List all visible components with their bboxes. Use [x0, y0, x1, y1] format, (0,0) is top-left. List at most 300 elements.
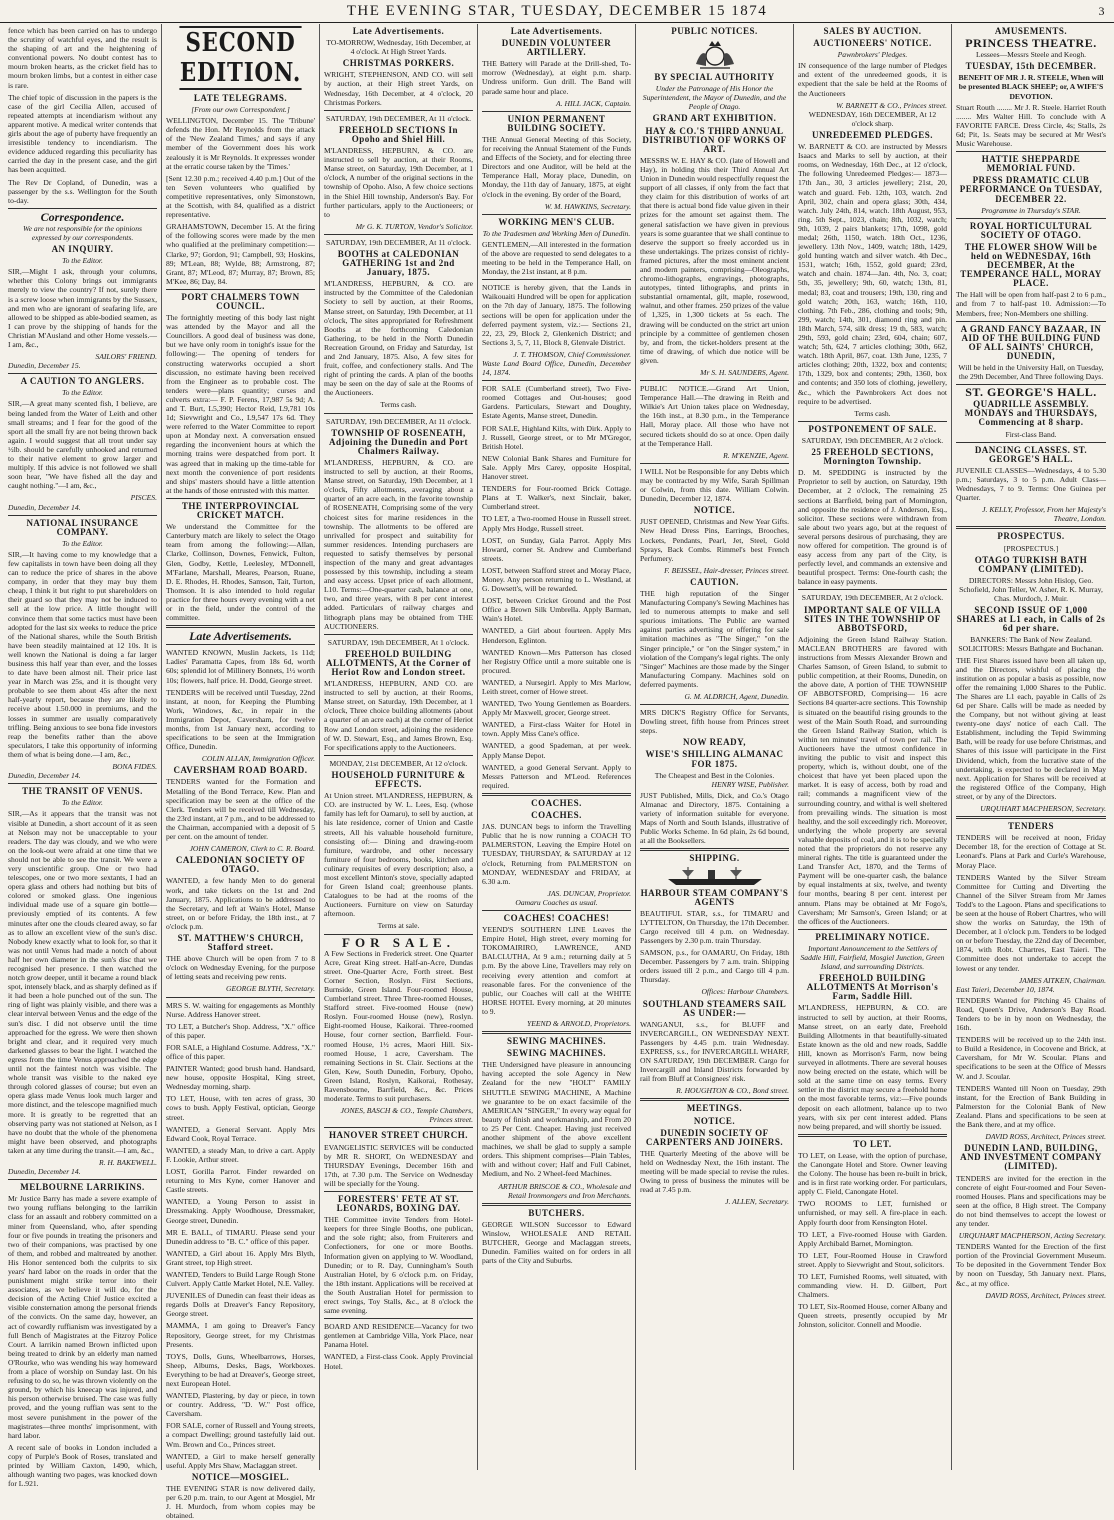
divider [640, 463, 789, 464]
ad-heading: SOUTHLAND STEAMERS SAIL AS UNDER:— [642, 998, 787, 1018]
advertisement: LOST, on Sunday, Gala Parrot. Apply Mrs Howard, corner St. Andrew and Cumberland streets. [482, 535, 631, 563]
advertisement: WANTED, a Young Person to assist in Dressmaking. Apply Woodhouse, Dressmaker, George street, Dunedin. [166, 1197, 315, 1225]
ad-heading: CAVERSHAM ROAD BOARD. [173, 765, 308, 776]
ad-heading: POSTPONEMENT OF SALE. [808, 423, 937, 434]
ad-heading: COACHES. [531, 810, 582, 821]
section-heading: AMUSEMENTS. [994, 26, 1068, 36]
divider [324, 413, 473, 414]
section-heading: PUBLIC NOTICES. [671, 26, 758, 36]
advertisement: NEW Colonial Bank Shares and Furniture for Sale. Apply Mrs Carey, opposite Hospital, Hanover street. [482, 453, 631, 482]
ad-heading: NOW READY, [682, 737, 746, 748]
advertisement: THE above Church will be open from 7 to 8 o'clock on Wednesday Evening, for the purpose of letting seats and receiving pew rents. [166, 954, 315, 982]
advertisement: THE high reputation of the Singer Manufacturing Company's Sewing Machines has led to numerous attempts to make and sell spurious imitations. The Public are warned against parties advertising or offering for sale imitation machines as "The Singer," "on the Singer principle," or "on the Singer system," in violation of the Company's legal rights. The only "Singer" Machines are those made by the Singer Manufacturing Company. Machines sold on deferred payments. [640, 588, 789, 689]
advertisement: TENDERS Wanted for Pitching 45 Chains of Road, Queen's Drive, Anderson's Bay Road. Tenders to be in by noon on Wednesday, the 16th. [956, 995, 1106, 1033]
letter-signature: PISCES. [130, 493, 157, 503]
divider [166, 625, 315, 628]
letter-title: THE TRANSIT OF VENUS. [22, 786, 143, 797]
advertisement: WANTED, a General Servant. Apply Mrs Edward Cook, Royal Terrace. [166, 1124, 315, 1143]
article-text: The fortnightly meeting of this body last night was attended by the Mayor and all the Councillors. A good deal of business was done, but we have only room in tonight's issue for the following:— The opening of tenders for constructing waterworks occupied a short discussion, no estimate having been received from the Engineer as to probable cost. The tenders were—plans quantity; curses and culverts extra:— F. P. Ferens, 17,987 5s 9d; A. and T. Burt, L5,390; Hector Reid, L9,781 10s 1d; Sievwright and Co., L9,547 17s 6d. They were referred to the Water Committee to report upon at Monday next. A conversation ensued regarding the inconvenient hours at which the morning trains were despatched from port. It was agreed that in making up the time-table for next month the convenience of port residents and ships' masters should have a little attention at the hands of those entrusted with this matter. [166, 313, 315, 495]
divider [482, 279, 631, 280]
article-text: A recent sale of books in London included a copy of Purple's Book of Roses, translated and printed by William Caxton, 1490, which, although wanting two pages, was knocked down for L.921. [8, 1442, 157, 1489]
advertisement: TO LET, a Two-roomed House in Russell street. Apply Mrs Hodge, Russell street. [482, 514, 631, 533]
advertisement: MRS S. W. waiting for engagements as Monthly Nurse. Address Hanover street. [166, 1000, 315, 1019]
advertisement: FOR SALE (Cumberland street), Two Five-roomed Cottages and Out-houses; good Gardens. Particulars, Stewart and Doughty, Estate Agents, Manse street, Dunedin. [482, 384, 631, 421]
advertisement: The Hall will be open from half-past 2 to 6 p.m., and from 7 to half-past 10. Admission:—To Members, free; Non-Members one shilling. [956, 290, 1106, 318]
section-heading: Late Advertisements. [189, 629, 292, 644]
article-text: Mr Justice Barry has made a severe example of two young ruffians belonging to the larrikin class for an assault and robbery committed on a miner from Queensland, who, after spending four or five pounds in treating the prisoners and two of their companions, was practised by one of them, and robbed and maltreated by another. His Honor sentenced both the culprits to six years' hard labor on the roads in order that the punishment might strike terror into their associates, as we believe it will do, for the decision of the Acting Chief Justice excited a visible consternation among the personal friends of the convicts. On the same day, however, an act of cowardly ruffianism was investigated by a full Bench of Magistrates at the Fitzroy Police Court. A larrikin named Brown inflicted upon being treated to drink by an elderly man named O'Rourke, who was wending his way homeward from a place of worship on Sunday last. On his refusing to do so, he was thrown violently on the ground, by which his kneecap was injured, and his person otherwise bruised. The case was fully proved, and the young ruffian was sent to the most severe punishment in the power of the magistrates—three months' imprisonment, with hard labor. [8, 1194, 157, 1440]
advertisement: TENDERS will be received at noon, Friday December 18, for the erection of Cottage at St. Leonard's. Plans at Park and Curle's Warehouse, Moray Place. [956, 833, 1106, 870]
page-number: 3 [1098, 4, 1106, 18]
ad-heading: TUESDAY, 15th DECEMBER. [965, 61, 1097, 72]
advertisement: TO LET, a Butcher's Shop. Address, "X." office of this paper. [166, 1021, 315, 1040]
edition-title: SECOND EDITION. [179, 28, 302, 88]
ad-heading: AUCTIONEERS' NOTICE. [813, 38, 932, 49]
ad-subheading: Pawnbrokers' Pledges. [837, 50, 908, 60]
advertisement: TENDERS Wanted by the Silver Stream Committee for Cutting and Diverting the Channel of the Silver Stream from Mr James Todd's to the Lagoon. Plans and specifications to be seen at the house of Robert Chartres, who will show the works on Saturday, the 19th of December, at 1 o'clock p.m. Tenders to be lodged on or before Tuesday, the 22nd day of December, 1874, with Robt. Chartres, East Taieri. The Committee does not undertake to accept the lowest or any tender. [956, 872, 1106, 973]
divider [166, 644, 315, 645]
section-heading: Late Advertisements. [352, 26, 445, 36]
sale-date: SATURDAY, 19th DECEMBER, At 11 o'clock. [326, 237, 471, 247]
advertisement: TENDERS will be received up to the 24th inst. to Build a Residence, in Cocovene and Brick, at Caversham, for Mr W. Scoular. Plans and specifications to be seen at the Office of Messrs W. and J. Scoular. [956, 1035, 1106, 1081]
ad-signature: HENRY WISE, Publisher. [711, 779, 789, 789]
ad-heading: SEWING MACHINES. [506, 1048, 606, 1059]
letter-date: Dunedin, December 14. [8, 1167, 81, 1177]
section-heading: PROSPECTUS. [997, 531, 1065, 542]
advertisement: SAMSON, p.s., for OAMARU, On Friday, 18th December. Passengers by 7 a.m. train. Shipping orders issued till 2 p.m., and Cargo till 4 p.m. Thursday. [640, 948, 789, 985]
letter-date: Dunedin, December 15. [8, 361, 81, 371]
ad-note: First-class Band. [1005, 429, 1057, 439]
advertisement: M'LANDRESS, HEPBURN, & CO. are instructed by the Committee of the Caledonian Society to sell by auction, at their Rooms, Manse street, on Saturday, 19th December, at 11 o'clock, The sites appropriated for Refreshment Booths at the forthcoming Caledonian Gathering, to be held in the North Dunedin Recreation Ground, on Friday and Saturday, 1st and 2nd January, 1875. Also, A few sites for fruit, coffee, and confectionery stalls. And The right of printing the cards. A plan of the booths may be seen on the day of sale at the Rooms of the Auctioneers. [324, 279, 473, 398]
ad-heading: FOR SALE. [342, 934, 455, 950]
advertisement: FOR SALE, a Highland Costume. Address, "X." office of this paper. [166, 1042, 315, 1061]
advertisement: WANTED, a few handy Men to do general work, and take tickets on the 1st and 2nd January, 1875. Applications to be addressed to the Secretary, and left at Wain's Hotel, Manse street, on or before Friday, the 18th inst., at 7 o'clock p.m. [166, 876, 315, 931]
ad-heading: HAY & CO.'S THIRD ANNUAL DISTRIBUTION OF WORKS OF ART. [642, 125, 787, 154]
section-heading: MEETINGS. [686, 1103, 743, 1114]
telegram: GRAHAMSTOWN, December 15. At the firing of the following scores were made by the men who qualified at the preliminary competition:—Clarke, 97; Gordon, 91; Campbell, 93; Hoskins, 89; M'Lean, 88; Wylde, 88; Armstrong, 87; Grant, 87; M'Leod, 87; Murray, 87; Brown, 85; M'Kee, 86; Day, 84. [166, 222, 315, 286]
advertisement: IN consequence of the large number of Pledges and extent of the unredeemed goods, it is expedient that the sale be held at the Rooms of the Auctioneers [798, 61, 947, 98]
ad-heading: OTAGO TURKISH BATH COMPANY (LIMITED). [974, 554, 1088, 574]
ad-heading: FREEHOLD BUILDING ALLOTMENTS At Morrison's Farm, Saddle Hill. [806, 973, 939, 1002]
divider [166, 997, 315, 998]
advertisement: M'LANDRESS, HEPBURN, & CO. are instructed to sell by auction, at their Rooms, Manse street, on Saturday, 19th December, at 1 o'clock, A number of the original sections in the township of Opoho. Also, A few choice sections in the Shiel Hill township, Anderson's Bay. For further particulars, apply to the Auctioneers; or to [324, 146, 473, 219]
divider [956, 321, 1106, 322]
article-text: fence which has been carried on has to undergo the scrutiny of watchful eyes, and the result is the shaping of art and the heightening of conventional powers. No doubt contest has to mourn broken hearts, as the cricket field has to mourn broken limbs, but a contest in either case is rare. [8, 26, 157, 90]
ad-signature: A. HILL JACK, Captain. [556, 98, 631, 108]
advertisement: THE Quarterly Meeting of the above will be held on Wednesday Next, the 16th instant. The meeting will be made special to revise the rules. Owing to press of business the minutes will be read at 7.45 p.m. [640, 1148, 789, 1195]
article-text: The Rev Dr Copland, of Dunedin, was a passenger by the s.s. Wellington for the South to-day. [8, 177, 157, 205]
ad-heading: BOOTHS at CALEDONIAN GATHERING 1st and 2nd January, 1875. [337, 248, 460, 278]
advertisement: WANTED, a First-class Cook. Apply Provincial Hotel. [324, 1352, 473, 1371]
telegram: [Sent 12.30 p.m.; received 4.40 p.m.] Out of the ten Seven volunteers who qualified by competitive representatives, only Simonstown, at the Scottish, with 84, qualified as a district representative. [166, 173, 315, 220]
ad-heading: FREEHOLD SECTIONS In Opoho and Shiel Hill. [338, 124, 459, 144]
ad-heading: IMPORTANT SALE OF VILLA SITES IN THE TOWNSHIP OF ABBOTSFORD, [803, 604, 942, 633]
advertisement: TENDERS are invited for the erection in the concrete of eight Four-roomed and Four Seven-roomed Houses. Plans and specifications may be seen at the office, 8 High street. The Company do not bind themselves to accept the lowest or any tender. [956, 1173, 1106, 1228]
section-heading: SEWING MACHINES. [506, 1036, 606, 1047]
letter-date: Dunedin, December 14. [8, 502, 81, 512]
advertisement: THE Annual General Meeting of this Society, for receiving the Annual Statement of the Funds and Effects of the Society, and for electing three Directors and one Auditor, will be held at the Temperance Hall, Moray place, Dunedin, on Monday, the 11th day of January, 1875, at eight o'clock in the evening. By order of the Board, [482, 134, 631, 199]
column-6 [794, 24, 952, 1470]
terms: Terms cash. [380, 400, 417, 410]
advertisement: M'LANDRESS, HEPBURN, & CO. are instructed to sell by auction, at their Rooms, Manse street, on an early date, Freehold Building Allotments in that beautifully-situated Estate known as the old and new roads, Saddle Hill, known as Morrison's Farm, now being surveyed in allotments. There are several houses now being erected on the estate, which will be sold at the same time on easy terms. Every settler in the district may secure a freehold home on the most favorable terms, viz:—Five pounds deposit on each allotment, balance up to two years, with six per cent interest added. Plans now being prepared, and will shortly be issued. [798, 1003, 947, 1131]
ad-heading: CAUTION. [690, 576, 739, 587]
section-heading: SALES BY AUCTION. [823, 26, 922, 36]
advertisement: Adjoining the Green Island Railway Station. MACLEAN BROTHERS are favored with instructions from Messrs Alexander Brown and Charles Samson, of Green Island, to submit to public competition, at their Rooms, Dunedin, on the above date, A portion of THE TOWNSHIP OF ABBOTSFORD, Comprising— 16 acre Sections 84 quarter-acre sections. This Township is situated on the beautiful rising grounds to the west of the Main South Road, and surrounding the Green Island Railway Station, which is within ten minutes' travel of town per rail. The Auctioneers have the utmost confidence in inviting the public to visit and inspect this property, which is, without doubt, one of the choicest that have yet been placed upon the market. It is easy of access, both by road and rail; commands a magnificent view of the surrounding country, and withal is well sheltered from prevailing winds. The situation is most healthy, and the soil exceedingly rich. Moreover, underlying the whole property are several valuable deposits of coal, and it is to be specially noted that the proprietors do not reserve any mineral rights. The title is guaranteed under the Land Transfer Act, 1870, and the Terms of Payment will be one-quarter cash, the balance by equal instalments at six, twelve, and twenty four months, bearing 8 per cent. interest per annum. Plans may be obtained at Mr Fogo's, Caversham; Mr Samson's, Green Island; or at the offices of the Auctioneers. [798, 634, 947, 926]
advertisement: DIRECTORS: Messrs John Hislop, Geo. Schofield, John Teller, W. Asher, R. K. Murray, Chas. Murdoch, J. Muir. [959, 575, 1103, 603]
ad-heading: COACHES! COACHES! [503, 912, 610, 923]
editorial-note: We are not responsible for the opinions expressed by our correspondents. [23, 223, 142, 242]
divider [166, 498, 315, 499]
article-text: The chief topic of discussion in the papers is the case of the girl Cecilia Allen, accused of repeated attempts at incendiarism without any apparent motive. A medical writer contends that girls about the age of puberty have frequently an irresistible tendency to incendiarism. The evidence adduced regarding this peculiarity has carried the day in the present case, and the girl has been acquitted. [8, 92, 157, 175]
advertisement: THE Undersigned have pleasure in announcing having accepted the sole Agency in New Zealand for the new "HOLT" FAMILY SHUTTLE SEWING MACHINE, A Machine we guarantee to be on exact facsimile of the AMERICAN "SINGER," In every way equal for beauty of finish and workmanship, and From 20 to 25 Per Cent. Cheaper. Having just received another shipment of the above excellent machines, we shall be glad to supply a sample orders. This shipment comprises—Plain Tables, with and without cover; Half and Full Cabinet, Medium, and No. 2 Wheel-feed Machines. [482, 1060, 631, 1179]
ad-heading: TOWNSHIP OF ROSENEATH, Adjoining the Dunedin and Port Chalmers Railway. [328, 427, 469, 456]
ad-heading: A GRAND FANCY BAZAAR, IN AID OF THE BUILDING FUND OF ALL SAINTS' CHURCH, DUNEDIN, [960, 323, 1102, 361]
ad-signature: W. BARNETT & CO., Princes street. [836, 100, 947, 110]
ad-signature: Mr G. K. TURTON, Vendor's Solicitor. [355, 221, 473, 231]
ad-heading: DUNEDIN SOCIETY OF CARPENTERS AND JOINERS. [645, 1127, 784, 1147]
ad-heading: NOTICE. [693, 505, 736, 516]
ad-heading: SECOND ISSUE OF 1,000 SHARES at L1 each, in Calls of 2s 6d per share. [956, 605, 1106, 634]
divider [324, 1191, 473, 1192]
sale-date: MONDAY, 21st DECEMBER, At 12 o'clock. [329, 758, 468, 768]
ad-subheading: Important Announcement to the Settlers of Saddle Hill, Fairfield, Mosgiel Junction, Green Island, and surrounding Districts. [800, 943, 945, 972]
ad-signature: DAVID ROSS, Architect, Princes street. [985, 1132, 1106, 1142]
ad-heading: WISE'S SHILLING ALMANAC FOR 1875. [645, 749, 784, 769]
advertisement: EVANGELISTIC SERVICES will be conducted by MR R. SHORT, On WEDNESDAY and THURSDAY Evenings, December 16th and 17th, at 7.30 p.m. The Service on Wednesday will be specially for the Young. [324, 1142, 473, 1188]
advertisement: WANTED, a good Spademan, at per week. Apply Manse Depot. [482, 741, 631, 760]
sale-date: SATURDAY, 19th DECEMBER, At 2 o'clock. [801, 593, 944, 603]
ad-text: BANKERS: The Bank of New Zealand. [970, 635, 1092, 645]
ad-heading: CHRISTMAS PORKERS. [342, 58, 455, 69]
advertisement: BEAUTIFUL STAR, s.s., for TIMARU and LYTTELTON, On Thursday, the 17th December. Cargo received till 4 p.m. on Wednesday. Passengers by 2.30 p.m. train Thursday. [640, 908, 789, 945]
divider [482, 1031, 631, 1034]
advertisement: M'LANDRESS, HEPBURN, & CO. are instructed to sell by auction, at their Rooms, Manse street, on Saturday, 19th December, at 1 o'clock, Fifty allotments, averaging about a quarter of an acre each, in the favorite township of ROSENEATH, Comprising some of the very choicest sites for marine residences in the township. The allotments to be offered are unrivalled for prospect and suitability for summer residences. Intending purchasers are requested to satisfy themselves by personal inspection of the many and great advantages possessed by this township, including a steam and easy access. Upset price of each allotment, L10. Terms:—One-quarter cash, balance at one, two, and three years, with 8 per cent interest added. Particulars of railway charges and lithograph plans may be obtained from THE AUCTIONEERS. [324, 457, 473, 631]
divider [8, 373, 157, 374]
column-7 [952, 24, 1110, 1470]
advertisement: TO LET, Furnished Rooms, well situated, with commanding view. H. D. Gilbert, Port Chalmers. [798, 1272, 947, 1300]
section-heading: SHIPPING. [689, 853, 740, 864]
column-1 [4, 24, 162, 1489]
advertisement: M'LANDRESS, HEPBURN, AND CO. are instructed to sell by auction, at their Rooms, Manse street, on Saturday, 19th December, at 1 o'clock, Three choice building allotments (about a quarter of an acre each) at the corner of Heriot Row and London street, adjoining the residence of W. D. Stewart, Esq., and James Brown, Esq. For specifications apply to the Auctioneers. [324, 679, 473, 752]
ad-signature: R. M'KENZIE, Agent. [723, 450, 789, 460]
divider [324, 1127, 473, 1128]
ad-signature: J. ALLEN, Secretary. [725, 1197, 789, 1207]
advertisement: WANTED, a First-class Waiter for Hotel in town. Apply Miss Cane's office. [482, 720, 631, 739]
advertisement: THE EVENING STAR is now delivered daily, per 6.20 p.m. train, to our Agent at Mosgiel, Mr J. H. Murdoch, from whom copies may be obtained. [166, 1483, 315, 1520]
divider [798, 1134, 947, 1137]
advertisement: LOST, between Stafford street and Moray Place, Money. Any person returning to L. Westland, at G. Dowsett's, will be rewarded. [482, 565, 631, 594]
divider [956, 218, 1106, 219]
column-2 [162, 24, 320, 1520]
letter-title: NATIONAL INSURANCE COMPANY. [26, 517, 139, 537]
divider [956, 151, 1106, 152]
advertisement: FOR SALE, corner of Russell and Young streets, a compact Dwelling; ground tastefully laid out. Wm. Brown and Co., Princes street. [166, 1421, 315, 1449]
ad-heading: PRINCESS THEATRE. [965, 36, 1097, 51]
ad-signature: F. BEISSEL, Hair-dresser, Princes street. [664, 565, 789, 575]
section-heading: Correspondence. [40, 209, 125, 224]
article-title: THE INTERPROVINCIAL CRICKET MATCH. [181, 500, 300, 521]
advertisement: YEEND'S SOUTHERN LINE Leaves the Empire Hotel, High street, every morning for TOKOMAIRIRO, LAWRENCE, AND BALCLUTHA, At 9 a.m.; returning daily at 5 p.m. By the above Line, Travellers may rely on receiving every attention and comfort at reasonable fares. For the convenience of the public, our Coaches will call at the WHITE HORSE HOTEL Every morning, at 20 minutes to 9. [482, 925, 631, 1016]
divider [482, 910, 631, 911]
advertisement: JUVENILES of Dunedin can feast their ideas as regards Dolls at Dreaver's Fancy Repository, George street. [166, 1291, 315, 1319]
advertisement: WANTED, Two Young Gentlemen as Boarders. Apply Mr Maxwell, grocer, George street. [482, 699, 631, 718]
ad-signature: DAVID ROSS, Architect, Princes street. [985, 1290, 1106, 1300]
ad-signature: JAS. DUNCAN, Proprietor. [547, 888, 631, 898]
masthead [0, 0, 1114, 23]
column-4 [478, 24, 636, 1470]
advertisement: JAS. DUNCAN begs to inform the Travelling Public that he is now running a COACH TO PALMERSTON, Leaving the Empire Hotel on TUESDAY, THURSDAY, & SATURDAY at 12 o'clock, Returning from PALMERSTON on MONDAY, WEDNESDAY and FRIDAY, at 6.30 a.m. [482, 822, 631, 886]
terms: Terms cash. [854, 408, 891, 418]
advertisement: W. BARNETT & CO. are instructed by Messrs Isaacs and Marks to sell by auction, at their rooms, on Wednesday, 16th Dec., at 12 o'clock, The following Unredeemed Pledges:— 1873—17th Jan., 30, 3 articles jewellery; 21st, 20, watch and guard. Feb. 12th, 103, watch. 2nd April, 302, chain and opera glass; 30th, 434, watch. July 24th, 814, watch. 18th August, 953, ring. 5th Sept., 1023, chain; 8th, 1032, watch; 9th, 1039, 2 pairs blankets; 17th, 1098, gold medal; 26th, 1150, watch. 18th Oct., 1236, jewellery. 13th Nov., 1409, watch; 18th, 1429, gold hunting watch and silver watch. 4th Dec., 1531, watch; 16th, 1552, gold guard; 23rd, watch and chain. 1874—Jan. 4th, No. 3, coat; 5th, 35, jewellery; 9th, 60, watch; 13th, 81, medal; 83, coat and trousers; 19th, 130, ring and gold watch; 20th, 163, watch; 16th, 110, clothing. 7th Feb., 286, clothing and tools; 9th, 299, watch; 14th, 301, diamond ring and pin. 18th March, 574, silk dress; 19 th, 583, watch; 29th, 593, gold chain; 23rd, 604, chain; 607, watch; 5th, 624, 7 articles clothing; 30th, 662, watch. 18th April, 867, coat. 13th June, 1235, 7 articles clothing; 20th, 1322, box and contents; 17th, 1329, box and contents; 29th, 1360, box and contents; and 350 lots of clothing, jewellery, &c., which the Pawnbrokers Act does not require to be advertised. [798, 142, 947, 406]
ad-heading: DANCING CLASSES. ST. GEORGE'S HALL. [974, 444, 1088, 464]
divider [640, 380, 789, 381]
letter-title: A CAUTION TO ANGLERS. [20, 376, 145, 387]
advertisement: WANTED, Plastering, by day or piece, in town or country. Address, "D. W." Post office, Caversham. [166, 1391, 315, 1419]
divider [798, 589, 947, 590]
ad-signature: GEORGE BLYTH, Secretary. [226, 984, 315, 994]
ad-signature: R. HOUGHTON & CO., Bond street. [676, 1086, 789, 1096]
article-title: PORT CHALMERS TOWN COUNCIL. [181, 291, 300, 311]
section-heading: Late Advertisements. [510, 26, 603, 36]
masthead-title: THE EVENING STAR, TUESDAY, DECEMBER 15 1874 [346, 3, 768, 19]
divider [640, 1098, 789, 1101]
ad-text: SOLICITORS: Messrs Bathgate and Buchanan. [958, 644, 1104, 654]
advertisement: MESSRS W. E. HAY & CO. (late of Howell and Hay), in holding this their Third Annual Art Union in Dunedin would respectfully request the support of all classes, if only from the fact that they claim for this distribution of works of art that there is actual bond fide value given in their prizes for the amount set against them. The general satisfaction we have given in previous years is some guarantee that we shall continue to deserve the support so freely accorded us in these undertakings. The prizes consist of richly-framed pictures, after the most eminent ancient and modern painters, comprising—Oleographs, chromo-lithographs, engravings, photographs, autotypes, tinted lithographs, and prints in substantial ornamental, gilt, maple, rosewood, walnut, and other frames. 250 prizes of the value of 1,325, in 1,300 tickets at 5s each. The drawing will be conducted on the strict art union principle by a committee of gentlemen chosen by, and from, the ticket-holders present at the time of drawing, of which due notice will be given. [640, 155, 789, 365]
ad-signature: J. KELLY, Professor, From her Majesty's Theatre, London. [982, 505, 1106, 524]
advertisement: MAMMA, I am going to Dreaver's Fancy Repository, George street, for my Christmas Presents. [166, 1321, 315, 1349]
advertisement: WANTED, a steady Man, to drive a cart. Apply F. Lookie, Arthur street. [166, 1145, 315, 1164]
ad-signature: COLIN ALLAN, Immigration Officer. [201, 754, 315, 764]
sale-date: SATURDAY, 19th DECEMBER, At 11 o'clock. [326, 113, 471, 123]
advertisement: WANTED, a Nursegirl. Apply to Mrs Marlow, Leith street, corner of Howe street. [482, 677, 631, 696]
advertisement: THE Battery will Parade at the Drill-shed, To-morrow (Wednesday), at eight p.m. sharp. Undress uniform. Gun drill. The Band will parade same hour and place. [482, 59, 631, 96]
divider [482, 380, 631, 381]
ad-signature: J. T. THOMSON, Chief Commissioner. [513, 349, 631, 359]
divider [8, 1179, 157, 1180]
ad-signature: JONES, BASCH & CO., Temple Chambers, Princes street. [340, 1106, 473, 1125]
divider [956, 526, 1106, 529]
letter-signature: R. H. BAKEWELL. [98, 1157, 157, 1167]
divider [166, 289, 315, 290]
sale-date: TO-MORROW, Wednesday, 16th December, at 4 o'clock. At High Street Yards. [326, 38, 471, 57]
advertisement: PUBLIC NOTICE.—Grand Art Union, Temperance Hall.—The drawing in Reith and Wilkie's Art Union takes place on Wednesday, the 16th inst., at 8.30 p.m., in the Temperance Hall, Moray place. All those who have not secured tickets should do so at once. Open daily at the Temperance Hall. [640, 384, 789, 448]
advertisement: LOST, Gorilla Parrot. Finder rewarded on returning to Mrs Kyne, corner Hanover and Castle streets. [166, 1167, 315, 1195]
advertisement: TENDERS for Four-roomed Brick Cottage. Plans at T. Walker's, next Sinclair, baker, Cumberland street. [482, 484, 631, 512]
advertisement: WRIGHT, STEPHENSON, AND CO. will sell by auction, at their High street Yards, on Wednesday, 16th December, at 4 o'clock, 20 Christmas Porkers. [324, 70, 473, 107]
ad-subheading: To the Tradesmen and Working Men of Dunedin. [482, 228, 631, 238]
section-heading: BUTCHERS. [528, 1207, 585, 1218]
ad-subheading: Under the Patronage of His Honor the Superintendent, the Mayor of Dunedin, and the People of Otago. [642, 84, 787, 112]
ad-heading: FORESTERS' FETE AT ST. LEONARDS, BOXING DAY. [336, 1193, 461, 1214]
letter-body: SIR,—As it appears that the transit was not visible at Dunedin, a short account of it as seen at Nelson may not be unacceptable to your readers. The day was cloudy, and we who were on the look-out were afraid at one time that we should not be able to see the transit. We were a very unscientific group. One or two had telescopes, one or two more sextants, I had an opera glass and others had nothing but bits of colored or smoked glass. One ingenious individual made use of a square gin bottle—previously emptied of its contents. A few minutes after one the clouds cleared away, so far as to allow an excellent view of the sun's disc. Nobody knew exactly what to look for, so that it was not until Venus had made a notch of about half her own diameter in the sun's disc that we recognised her presence. I then watched the notch grow deeper, until it became a round black spot, intensely black, and as sharply defined as if it had been a hole punched out of the sun. The ring of light was plainly visible, and there was a clear interval between Venus and the edge of the sun's disc. I did not observe until the time approached for the egress. We were then shown bright and clear, and it required very much darkened glasses to bear the light. I watched the egress from the time Venus approached the edge until not the faintest notch was visible. The whole transit was visible to the naked eye through colored glasses of course; but even an opera glass made Venus look much larger and more distinct, and the telescope magnified much more. It is greatly to be regretted that an observing party was not stationed at Nelson, as I have no doubt that the whole of the phenomena might have been observed, and photographs taken at any time during the transit.—I am, &c., [8, 809, 157, 1155]
advertisement: JUVENILE CLASSES—Wednesdays, 4 to 5.30 p.m.; Saturdays, 3 to 5 p.m. Adult Class—Wednesdays, 7 to 9. Terms: One Guinea per Quarter. [956, 465, 1106, 503]
advertisement: WANTED, a Girl about fourteen. Apply Mrs Henderson, Eglinton. [482, 626, 631, 645]
ad-heading: DUNEDIN VOLUNTEER ARTILLERY. [501, 38, 612, 58]
divider [482, 111, 631, 112]
divider [956, 816, 1106, 819]
advertisement: JUST OPENED, Christmas and New Year Gifts. New Head Dress Pins, Earrings, Brooches, Lockets, Pendants, Pearl, Jet, Steel, Gold Sprays, Back Combs. Rimmel's best French Perfumery. [640, 517, 789, 563]
divider [482, 793, 631, 796]
ad-text: BENEFIT OF MR J. R. STEELE, When will be presented BLACK SHEEP; or, A WIFE'S DEVOTION. [958, 73, 1104, 101]
advertisement: WANTED KNOWN, Muslin Jackets, 1s 11d; Ladies' Paramatta Capes, from 18s 6d, worth 60s; splendid lot of Millinery Bonnets, 1½ worth 10s; flowers, half price. H. Dodd, George street. [166, 648, 315, 685]
advertisement: TO LET, on Lease, with the option of purchase, the Canongate Hotel and Store. Owner leaving the Colony. The house has been re-built in brick, and is in first rate working order. For particulars, apply C. Field, Canongate Hotel. [798, 1150, 947, 1197]
letter-body: SIR,—It having come to my knowledge that a few capitalists in town have been doing all they can to reduce the price of shares in the above company, in order that they may buy them cheap, I think it but right to put shareholders on their guard so that they may not be induced to sell at the low price. A little thought will convince them that some tactics must have been adopted for the last six weeks to reduce the price of the National shares, while the South British have been steadily maintained at 12 10s. It is well known the National is doing a far larger business this half year than ever, and the losses to date have been almost nil. Their price last year in March was 25s, and it is thought very probable to see them about 45s after the next half-yearly report, because they are likely to receive about 1.50.000 in premiums, and the losses in summer are usually comparatively trifling. Being anxious to see bona fide investors reap the benefits rather than the above speculators, I take this opportunity of informing them of what is being done.—I am, &c., [8, 549, 157, 759]
ad-date: East Taieri, December 10, 1874. [956, 984, 1055, 994]
advertisement: WANTED, Tenders to Build Large Rough Stone Culvert. Apply Cattle Market Hotel, N.E. Valley. [166, 1269, 315, 1289]
letter-body: SIR,—Might I ask, through your columns, whether this Colony brings out immigrants merely to view the country? If not, surely there is a screw loose when immigrants by the Sussex, and men who are ignorant of seafaring life, are allowed to be shipped as able-bodied seamen, as I can prove by the shipping of hands for the Christian M'Ausland and other Home vessels.—I am, &c., [8, 267, 157, 349]
letter-to: To the Editor. [62, 256, 103, 266]
ad-note: Oamaru Coaches as usual. [515, 897, 598, 907]
divider [324, 755, 473, 756]
ad-heading: GRAND ART EXHIBITION. [652, 113, 777, 124]
advertisement: NOTICE is hereby given, that the Lands in Waikouaiti Hundred will be open for application on the 7th day of January, 1875. The following sections will be open for application under the deferred payment system, viz.:— Sections 21, 22, 23, 29, Block 2, Glenkenich District; and Sections 3, 5, 7, 11, Block 8, Glenvale District. [482, 283, 631, 347]
divider [640, 848, 789, 851]
column-3 [320, 24, 478, 1470]
letter-signature: BONA FIDES. [112, 762, 157, 772]
divider [8, 515, 157, 516]
ad-signature: YEEND & ARNOLD, Proprietors. [526, 1019, 631, 1028]
advertisement: A Few Sections in Frederick street. One Quarter Acre, Great King street. Half-an-Acre, Dundas street. One-Quarter Acre, Forth street. Best Corner Section, Roslyn. First Sections, Burnside, Green Island. Four-roomed House, Cumberland street. Three Three-roomed Houses, Stafford street. Five-roomed House (new) Roslyn. Four-roomed House (new), Roslyn. Eight-roomed House, Kaikorai. Three-roomed House, four corner section, Barrfield. Four-roomed House, 1½ acres, Maori Hill. Six-roomed House, 1 acre, Caversham. The remaining Sections in St. Clair. Sections at the Glen, Kew, South Dunedin, Forbury, Opoho, Green Island, Roslyn, Kaikorai, Rothesay, Ravensbourne, Barrfield, &c., &c. Prices moderate. Terms to suit purchasers. [324, 948, 473, 1104]
advertisement: TWO ROOMS to LET, furnished or unfurnished, or may sell. A fire-place in each. Apply fourth door from Kensington Hotel. [798, 1199, 947, 1227]
ad-heading: FREEHOLD BUILDING ALLOTMENTS, At the Corner of Heriot Row and London street. [325, 648, 472, 677]
ad-heading: WORKING MEN'S CLUB. [498, 216, 615, 227]
ad-heading: PRELIMINARY NOTICE. [815, 931, 930, 942]
divider [8, 208, 157, 209]
advertisement: Will be held in the University Hall, on Tuesday, the 29th December, And Three following Days. [958, 363, 1104, 382]
ad-signature: URQUHART MACPHERSON, Secretary. [980, 804, 1106, 814]
divider [324, 234, 473, 235]
letter-body: SIR,—A great many scented fish, I believe, are being landed from the Water of Leith and other small streams; and I fear for the good of the sport all the small fry are not being thrown back again. I would suggest that all trout under say ½lb. should be carefully unhooked and returned to their native element to grow larger and multiply. If this advice is not followed we shall soon hear, "We have fished all the day and caught nothing."—I am, &c., [8, 399, 157, 491]
advertisement: WANTED, a Girl about 16. Apply Mrs Blyth, Grant street, top High street. [166, 1248, 315, 1267]
sale-date: WEDNESDAY, 16th DECEMBER, At 12 o'clock sharp. [808, 109, 937, 128]
advertisement: TO LET, Four-Roomed House in Crawford street. Apply to Sievwright and Stout, solicitors. [798, 1250, 947, 1269]
section-heading: TO LET. [853, 1138, 892, 1149]
advertisement: GEORGE WILSON Successor to Edward Winslow, WHOLESALE AND RETAIL BUTCHER, George and Maclaggan streets, Dunedin. Families waited on for orders in all parts of the City and Suburbs. [482, 1219, 631, 1266]
article-text: We understand the Committee for the Canterbury match are likely to select the Otago team from among the following:—Allan, Clarke, Collinson, Downes, Fenwick, Fulton, Glen, Godby, Kettle, Leelesley, M'Donnell, M'Farlane, Marshall, Meares, Pearson, Ruane, D. E. Rhodes, H. Rhodes, Samson, Tait, Turton, Thomson. It is also intended to hold regular practice for three hours every evening with a net or in the field, under the control of the committee. [166, 522, 315, 623]
telegram: WELLINGTON, December 15. The 'Tribune' defends the Hon. Mr Reynolds from the attack of the 'New Zealand Times,' and says if any member of the Government does his work zealously it is Mr Reynolds. It expresses wonder at the erratic course taken by the 'Times.' [166, 116, 315, 171]
divider [8, 783, 157, 784]
ad-heading: HANOVER STREET CHURCH. [328, 1130, 469, 1141]
ad-heading: NOTICE—MOSGIEL. [191, 1471, 290, 1482]
advertisement: THE Committee invite Tenders from Hotel-keepers for three Single Booths, one publican, and the sole right; also, from Fruiterers and Confectioners, for one or more Booths. Information given on applying to W. Woodland, Dunedin; or to R. Day, Cunningham's South Australian Hotel, by 6 o'clock p.m. on Friday, the 18th instant. Applications will be received at the South Australian Hotel for permission to erect swings, Toy Stalls, &c., at 8 o'clock the same evening. [324, 1215, 473, 1316]
ad-signature: W. M. HAWKINS, Secretary. [544, 201, 631, 211]
steamship-icon [660, 866, 770, 886]
divider [798, 421, 947, 422]
advertisement: WANTED, a good General Servant. Apply to Messrs Patterson and M'Leod. References required. [482, 762, 631, 790]
ad-signature: JOHN CAMERON, Clerk to C. R. Board. [189, 844, 315, 854]
ad-signature: URQUHART MACPHERSON, Acting Secretary. [958, 1231, 1106, 1241]
ad-subheading: Lessees—Messrs Steele and Keogh. [975, 50, 1087, 60]
advertisement: I WILL Not be Responsible for any Debts which may be contracted by my Wife, Sarah Spillman or Colwin, from this date. William Colwin. Dunedin, December 12, 1874. [640, 466, 789, 504]
royal-crest-icon [692, 38, 738, 70]
ad-heading: QUADRILLE ASSEMBLY. MONDAYS and THURSDAYS, Commencing at 8 sharp. [964, 399, 1098, 428]
advertisement: BOARD AND RESIDENCE—Vacancy for two gentlemen at Cambridge Villa, York Place, near Panama Hotel. [324, 1322, 473, 1350]
ad-subheading: [PROSPECTUS.] [1003, 543, 1059, 553]
divider [324, 110, 473, 111]
article-title: MELBOURNE LARRIKINS. [20, 1182, 145, 1193]
ad-heading: NOTICE. [693, 1115, 736, 1126]
advertisement: MRS DICK'S Registry Office for Servants, Dowling street, fifth house from Princes street steps. [640, 708, 789, 736]
advertisement: JUST Published, Mills, Dick, and Co.'s Otago Almanac and Directory, 1875. Containing a variety of information suitable for everyone. Maps of North and South Islands, illustrative of Public Works Scheme. In 6d plain, 2s 6d bound, at all the Booksellers. [640, 790, 789, 846]
letter-to: To the Editor. [62, 388, 103, 398]
section-heading: LATE TELEGRAMS. [193, 93, 288, 103]
letter-signature: SAILORS' FRIEND. [95, 352, 157, 362]
divider [324, 634, 473, 635]
advertisement: WANTED Known—Mrs Patterson has closed her Registry Office until a more suitable one is procured. [482, 647, 631, 675]
column-5 [636, 24, 794, 1470]
columns [4, 24, 1110, 1520]
ad-signature: Mr S. H. SAUNDERS, Agent. [700, 368, 789, 377]
advertisement: WANTED, a Girl to make herself generally useful. Apply Mrs Shaw, Maclaggan street. [166, 1451, 315, 1470]
sale-date: SATURDAY, 19th DECEMBER, At 11 o'clock. [326, 416, 471, 426]
advertisement: Stuart Routh ........ Mr J. R. Steele. Harriet Routh ........ Mrs Walter Hill. To conclude with A FAVORITE FARCE. Dress Circle, 4s; Stalls, 2s 6d; Pit, 1s. Seats may be secured at Mr West's Music Warehouse. [956, 102, 1106, 149]
ad-heading: ST. GEORGE'S HALL. [965, 385, 1097, 400]
advertisement: FOR SALE, Highland Kilts, with Dirk. Apply to J. Russell, George street, or to Mr M'Gregor, British Hotel. [482, 423, 631, 451]
ad-heading: CALEDONIAN SOCIETY OF OTAGO. [175, 855, 306, 875]
ad-heading: DUNEDIN LAND, BUILDING, AND INVESTMENT COMPANY (LIMITED). [960, 1143, 1102, 1172]
advertisement: TENDERS Wanted till Noon on Tuesday, 29th instant, for the Erection of Bank Building in Palmerston for the Colonial Bank of New Zealand. Plans and specifications to be seen at the Bank there, and at my office. [956, 1083, 1106, 1130]
advertisement: PAINTER Wanted; good brush hand. Handsard, new house, opposite Hospital, King street, Wednesday morning, sharp. [166, 1064, 315, 1092]
letter-title: AN INQUIRY. [51, 244, 114, 255]
sale-date: SATURDAY, 19th DECEMBER, At 2 o'clock. [801, 435, 944, 445]
ad-signature: Offices: Harbour Chambers. [701, 987, 789, 997]
sale-date: SATURDAY, 19th DECEMBER, At 1 o'clock. [327, 637, 470, 647]
ad-text: The Cheapest and Best in the Colonies. [654, 770, 775, 780]
ad-date: Waste Land Board Office, Dunedin, December 14, 1874. [482, 359, 631, 378]
ad-heading: UNREDEEMED PLEDGES. [811, 129, 933, 140]
ad-heading: UNION PERMANENT BUILDING SOCIETY. [507, 113, 606, 133]
ad-heading: BY SPECIAL AUTHORITY [654, 72, 775, 83]
advertisement: TO LET, House, with ten acres of grass, 30 cows to bush. Apply Festival, optician, George street. [166, 1094, 315, 1122]
advertisement: TOYS, Dolls, Guns, Wheelbarrows, Horses, Sheep, Albums, Desks, Bags, Workboxes. Everything to be had at Dreaver's, George street, next European Hotel. [166, 1351, 315, 1388]
ad-heading: THE FLOWER SHOW Will be held on WEDNESDAY, 16th DECEMBER, At the TEMPERANCE HALL, MORAY PLACE. [960, 241, 1102, 289]
ad-heading: HOUSEHOLD FURNITURE & EFFECTS. [331, 769, 466, 790]
advertisement: D. M. SPEDDING is instructed by the Proprietor to sell by auction, on Saturday, 19th December, at 2 o'clock, The remaining 25 sections at Barrfield, being part of Mornington, and opposite the residence of J. Anderson, Esq., solicitor. These sections were withdrawn from sale about two years ago, but at the request of several persons desirous of purchasing, they are now offered for competition. The ground is of easy access from any part of the City, is perfectly level, and commands an extensive and beautiful prospect. Terms: One-fourth cash; the balance in easy payments. [798, 468, 947, 587]
telegram-source: [From our own Correspondent.] [191, 105, 290, 115]
advertisement: TENDERS Wanted for the Erection of the first portion of the Provincial Government Museum. To be deposited in the Government Tender Box by noon on Tuesday, 5th January next. Plans, &c., at my office. [956, 1242, 1106, 1288]
ad-heading: ST. MATTHEW'S CHURCH, Stafford street. [177, 932, 304, 953]
ad-heading: 25 FREEHOLD SECTIONS, Mornington Township. [811, 447, 934, 467]
ad-note: Programme in Thursday's STAR. [981, 205, 1081, 215]
letter-to: To the Editor. [62, 538, 103, 548]
divider [640, 704, 789, 705]
advertisement: LOST, between Cricket Ground and the Post Office a Brown Silk Umbrella. Apply Barman, Wain's Hotel. [482, 596, 631, 624]
advertisement: TENDERS wanted for the Formation and Metalling of the Bond Terrace, Kew. Plan and specification may be seen at the office of the Clerk. Tenders will be received till Wednesday, the 23rd instant, at 7 p.m., and to be addressed to the Chairman, accompanied with a deposit of 5 per cent. on the amount of tender. [166, 777, 315, 842]
divider [324, 1318, 473, 1319]
divider [482, 1203, 631, 1206]
ad-signature: JAMES AITKEN, Chairman. [1018, 975, 1106, 985]
section-heading: COACHES. [531, 797, 582, 808]
ad-signature: ARTHUR BRISCOE & CO., Wholesale and Retail Ironmongers and Iron Merchants. [498, 1181, 631, 1200]
advertisement: GENTLEMEN,—All interested in the formation of the above are requested to send delegates to a meeting to be held in the Temperance Hall, on Monday, the 21st instant, at 8 p.m. [482, 239, 631, 277]
letter-date: Dunedin, December 14. [8, 771, 81, 781]
advertisement: THE First Shares issued have been all taken up, and the Directors, wishful of placing the institution on as popular a basis as possible, now offer the remaining 1,000 Shares to the Public. The Shares are L1 each, payable in Calls of 2s 6d per Share. Calls will be made as needed by the Company, but not without giving at least twenty-one days' notice of each Call. The Establishment, including the Tepid Swimming Bath, will be ready for use before Christmas, and Shares of this issue will participate in the First Dividend, which, from the lucrative state of the undertaking, is expected to be declared in May next. Application for Shares will be received at the registered Office of the Company, High street, or by any of the Directors. [956, 655, 1106, 801]
ad-signature: G. M. ALDRICH, Agent, Dunedin. [684, 692, 789, 701]
ad-heading: ROYAL HORTICULTURAL SOCIETY OF OTAGO. [969, 220, 1093, 240]
section-heading: TENDERS [1007, 821, 1054, 832]
advertisement: TENDERS will be received until Tuesday, 22nd instant, at noon, for Keeping the Plumbing Work, Windows, &c, in repair in the Immigration Depot, Caversham, for twelve months, from 1st January next, according to specifications to be seen at the Immigration Office, Dunedin. [166, 687, 315, 752]
ad-heading: HATTIE SHEPPARDE MEMORIAL FUND. [981, 154, 1081, 174]
ad-heading: HARBOUR STEAM COMPANY'S AGENTS [640, 887, 789, 907]
advertisement: TO LET, a Five-roomed House with Garden. Apply Archibald Barnet, Mornington. [798, 1229, 947, 1248]
divider [956, 442, 1106, 443]
letter-to: To the Editor. [62, 798, 103, 808]
divider [798, 929, 947, 930]
advertisement: WANGANUI, s.s., for BLUFF and INVERCARGILL, ON WEDNESDAY NEXT. Passengers by 4.45 p.m. train Wednesday. EXPRESS, s.s., for INVERCARGILL WHARF, ON SATURDAY, 19th DECEMBER. Cargo for Invercargill and Inland Districts forwarded by rail from Bluff at Consignees' risk. [640, 1019, 789, 1084]
advertisement: MR E. BALL, of TIMARU. Please send your Dunedin address to "B. C." office of this paper. [166, 1227, 315, 1246]
ad-heading: PRESS DRAMATIC CLUB PERFORMANCE On TUESDAY, DECEMBER 22. [959, 175, 1103, 204]
divider [482, 214, 631, 215]
advertisement: TO LET, Six-Roomed House, corner Albany and Queen streets, presently occupied by Mr Johnston, solicitor. Connell and Moodie. [798, 1302, 947, 1330]
